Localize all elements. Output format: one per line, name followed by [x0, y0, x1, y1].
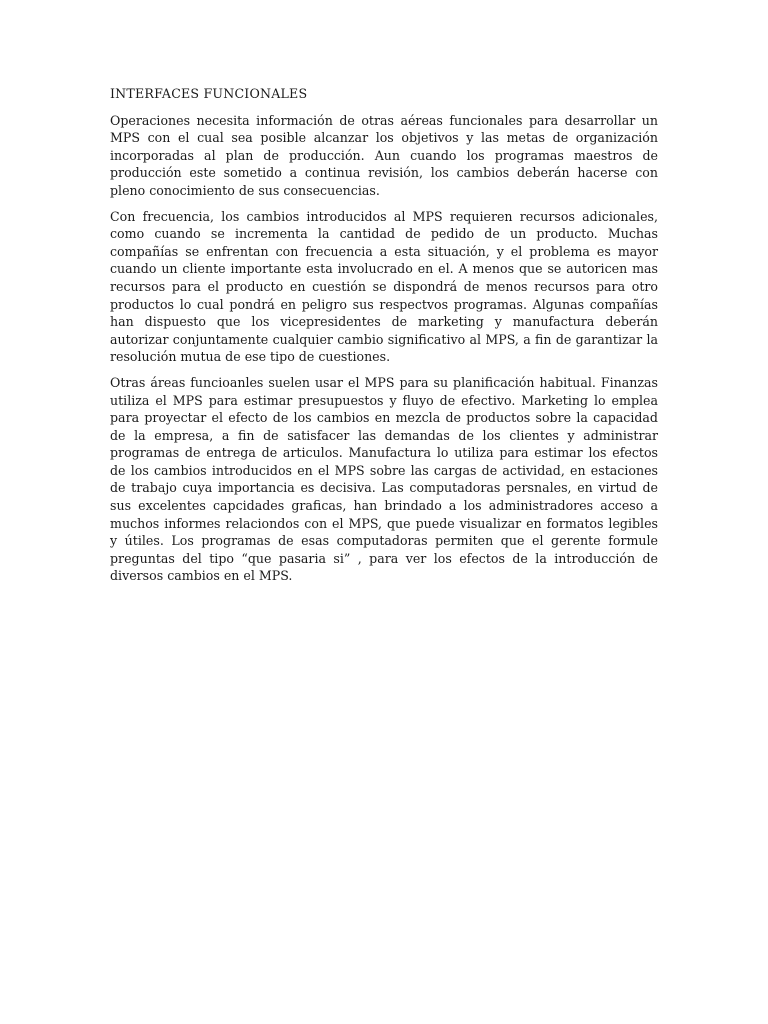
paragraph-2: Con frecuencia, los cambios introducidos al MPS requieren recursos adicionales, como cuando se incrementa la cantidad de pedido de un producto. Muchas compañías se enfrentan con frecuencia a esta situación, y el problema es mayor cuando un cliente importante esta involucrado en el. A menos que se autoricen mas recursos para el producto en cuestión se dispondrá de menos recursos para otro productos lo cual pondrá en peligro sus respectvos programas. Algunas compañías han dispuesto que los vicepresidentes de marketing y manufactura deberán autorizar conjuntamente cualquier cambio significativo al MPS, a fin de garantizar la resolución mutua de ese tipo de cuestiones. — [110, 208, 658, 365]
document-page — [110, 85, 658, 593]
paragraph-3: Otras áreas funcioanles suelen usar el MPS para su planificación habitual. Finanzas utiliza el MPS para estimar presupuestos y fluyo de efectivo. Marketing lo emplea para proyectar el efecto de los cambios en mezcla de productos sobre la capacidad de la empresa, a fin de satisfacer las demandas de los clientes y administrar programas de entrega de articulos. Manufactura lo utiliza para estimar los efectos de los cambios introducidos en el MPS sobre las cargas de actividad, en estaciones de trabajo cuya importancia es decisiva. Las computadoras persnales, en virtud de sus excelentes capcidades graficas, han brindado a los administradores acceso a muchos informes relaciondos con el MPS, que puede visualizar en formatos legibles y útiles. Los programas de esas computadoras permiten que el gerente formule preguntas del tipo “que pasaria si” , para ver los efectos de la introducción de diversos cambios en el MPS. — [110, 374, 658, 584]
paragraph-1: Operaciones necesita información de otras aéreas funcionales para desarrollar un MPS con el cual sea posible alcanzar los objetivos y las metas de organización incorporadas al plan de producción. Aun cuando los programas maestros de producción este sometido a continua revisión, los cambios deberán hacerse con pleno conocimiento de sus consecuencias. — [110, 112, 658, 198]
document-title: INTERFACES FUNCIONALES — [110, 86, 308, 101]
